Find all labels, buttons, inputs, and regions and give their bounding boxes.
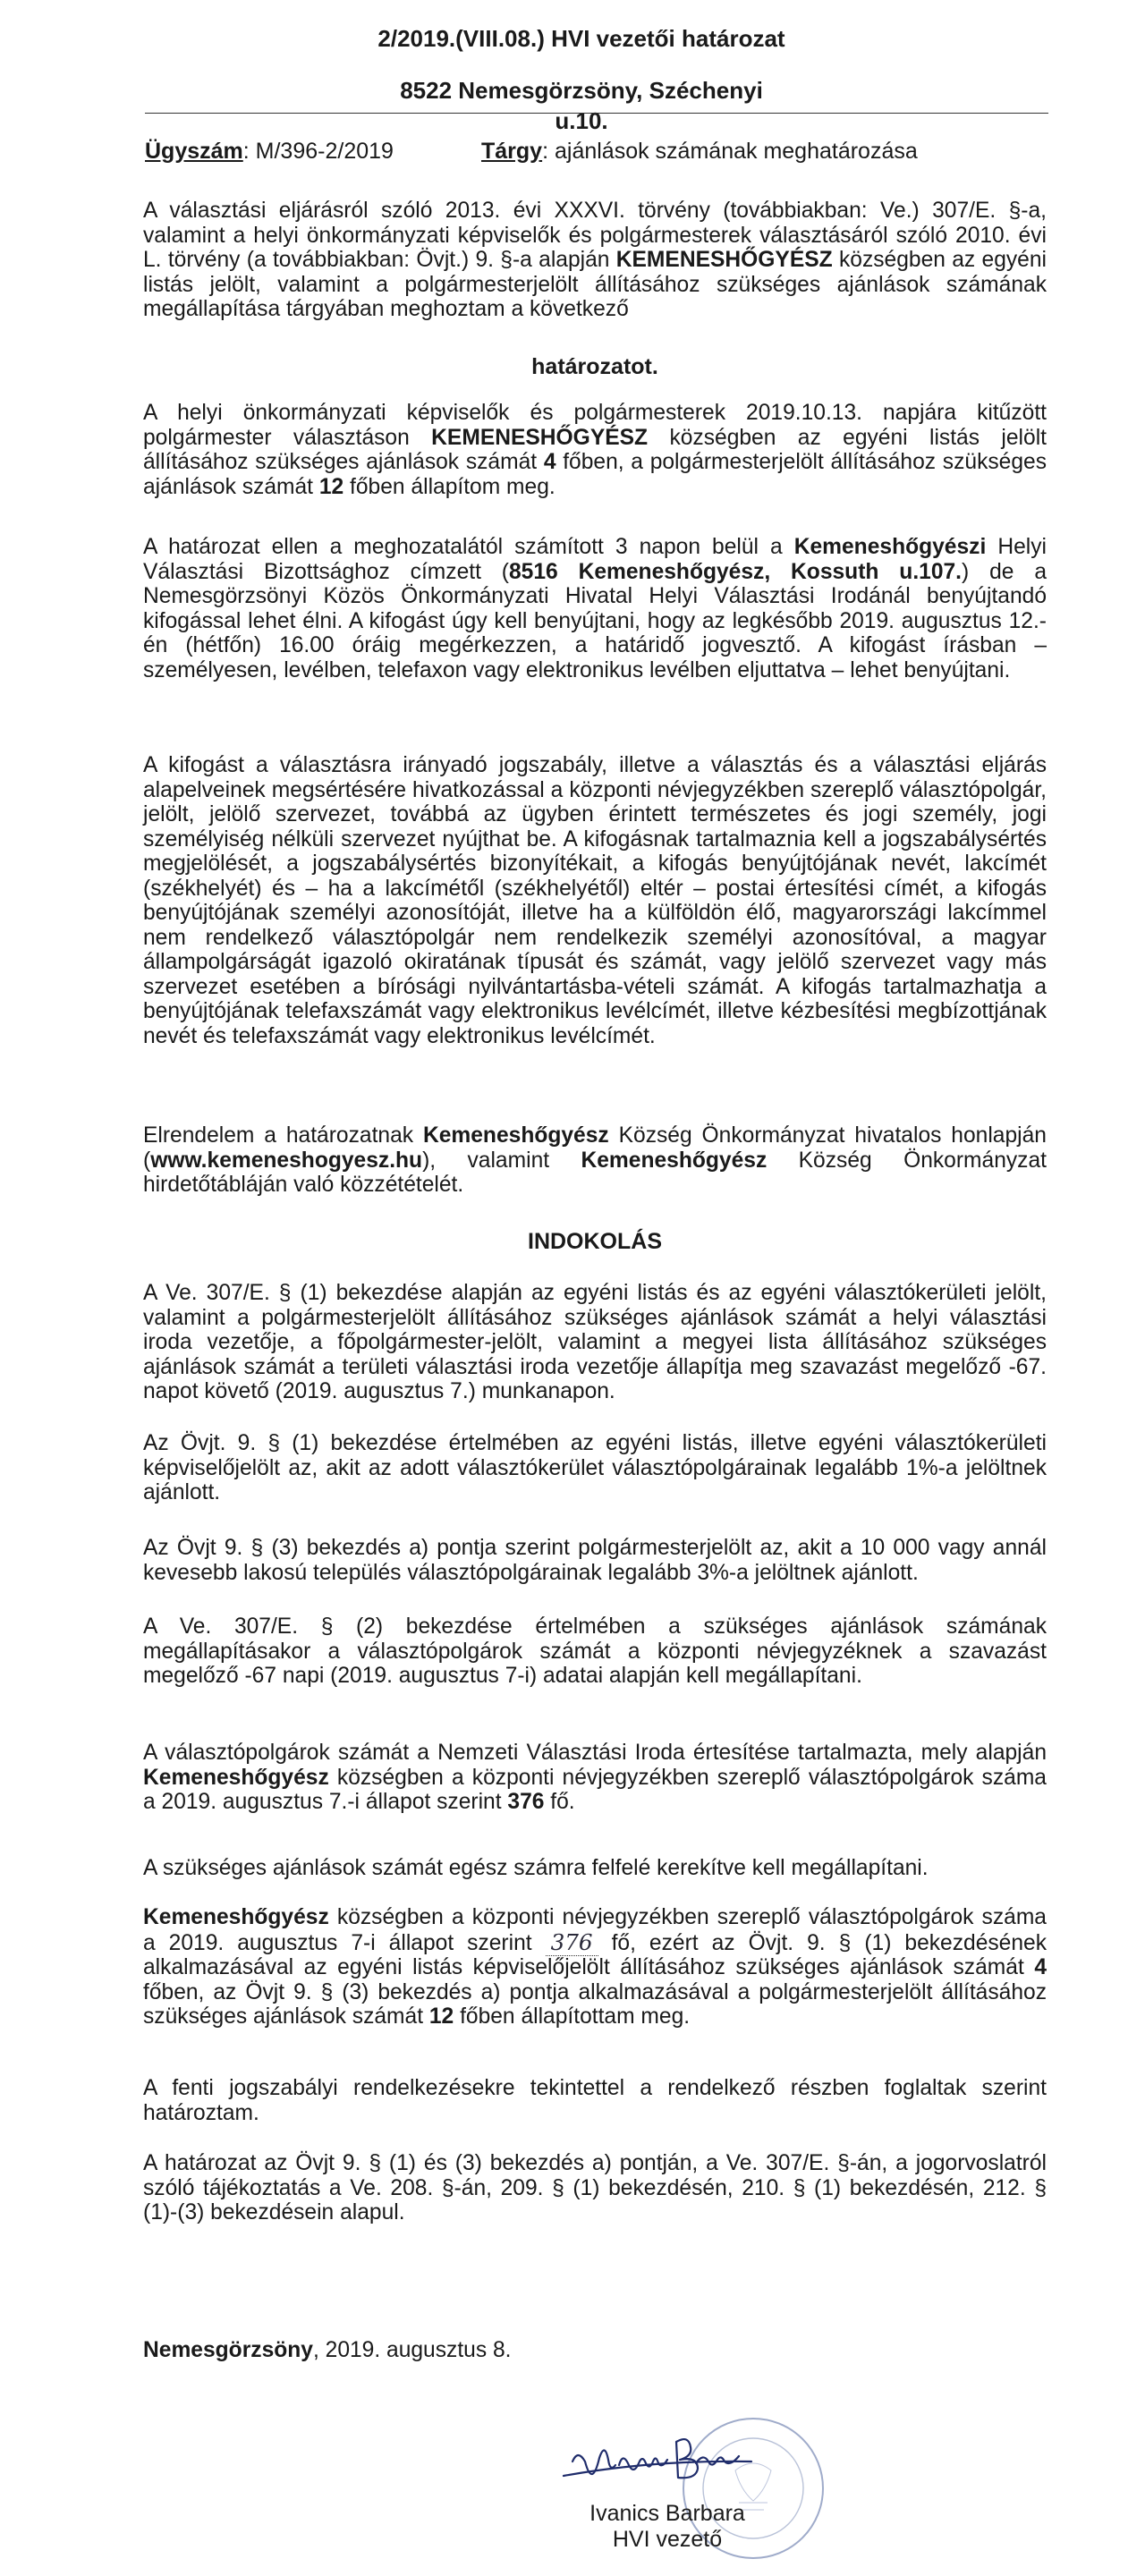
publish-text-1: Elrendelem a határozatnak xyxy=(143,1123,423,1148)
publish-website: www.kemeneshogyesz.hu xyxy=(150,1148,423,1173)
signatory-name: Ivanics Barbara xyxy=(589,2501,745,2526)
subject-label: Tárgy xyxy=(481,139,543,164)
reasoning-paragraph-5 xyxy=(143,1741,1047,1815)
publish-text-4: Község Önkormányzat hirdetőtábláján való közzétételét. xyxy=(143,1148,1047,1197)
decision-list-count: 4 xyxy=(543,450,556,474)
reasoning-paragraph-9: A határozat az Övjt 9. § (1) és (3) bekezdés a) pontján, a Ve. 307/E. §-án, a jogorvoslatról szóló tájékoztatás a Ve. 208. §-án, 209. § (1) bekezdésén, 210. § (1) bekezdésén, 212. § (1)-(3) bekezdésein alapul. xyxy=(143,2151,1047,2224)
appeal-committee: Kemeneshőgyészi xyxy=(793,535,987,559)
reasoning-paragraph-8: A fenti jogszabályi rendelkezésekre tekintettel a rendelkező részben foglaltak szerint határoztam. xyxy=(143,2076,1047,2125)
header-divider xyxy=(145,113,1048,114)
reason5-text-2: községben a központi névjegyzékben szereplő választópolgárok száma a 2019. augusztus 7.-i állapot szerint xyxy=(143,1765,1047,1814)
publish-municipality-1: Kemeneshőgyész xyxy=(422,1123,609,1148)
decision-text-2: községben az egyéni listás jelölt állításához szükséges ajánlások számát xyxy=(143,425,1047,474)
intro-text-2: községben az egyéni listás jelölt, valamint a polgármesterjelölt állításához szükséges ajánlások számának megállapítása tárgyában meghoztam a következő xyxy=(143,248,1047,321)
decision-heading: határozatot. xyxy=(531,354,658,379)
reasoning-paragraph-4: A Ve. 307/E. § (2) bekezdése értelmében a szükséges ajánlások számának megállapításakor a választópolgárok számát a központi névjegyzéknek a szavazást megelőző -67 napi (2019. augusztus 7-i) adatai alapján kell megállapítani. xyxy=(143,1614,1047,1688)
objection-paragraph: A kifogást a választásra irányadó jogszabály, illetve a választás és a választási eljárás alapelveinek megsértésére hivatkozással a központi névjegyzékben szereplő választópolgár, jelölt, jelölő szervezet, továbbá az ügyben érintett természetes és jogi személy, jogi személyiség nélküli szervezet nyújthat be. A kifogásnak tartalmaznia kell a jogszabálysértés megjelölését, a jogszabálysértés bizonyítékait, a kifogás benyújtójának nevét, lakcímét (székhelyét) és – ha a lakcímétől (székhelyétől) eltér – postai értesítési címét, a kifogás benyújtójának személyi azonosítóját, illetve ha a külföldön élő, magyarországi lakcímmel nem rendelkező választópolgár nem rendelkezik személyi azonosítóval, a magyar állampolgárságát igazoló okiratának típusát és számát, vagy jelölő szervezet vagy más szervezet esetében a bírósági nyilvántartásba-vételi számát. A kifogás tartalmazhatja a benyújtójának telefaxszámát vagy elektronikus levélcímét, illetve kézbesítési megbízottjának nevét és telefaxszámát vagy elektronikus levélcímét. xyxy=(143,753,1047,1048)
handwritten-voter-count: 376 xyxy=(546,1929,598,1956)
reason5-text-1: A választópolgárok számát a Nemzeti Választási Iroda értesítése tartalmazta, mely alapján xyxy=(143,1741,1047,1765)
reasoning-paragraph-6: A szükséges ajánlások számát egész számra felfelé kerekítve kell megállapítani. xyxy=(143,1856,929,1880)
reasoning-paragraph-7 xyxy=(143,1905,1047,2029)
decision-title: 2/2019.(VIII.08.) HVI vezetői határozat xyxy=(377,25,785,52)
decision-municipality: KEMENESHŐGYÉSZ xyxy=(431,425,649,450)
appeal-paragraph xyxy=(143,535,1047,682)
reason7-text-1: községben a központi névjegyzékben szereplő választópolgárok száma a 2019. augusztus 7-i állapot szerint xyxy=(143,1905,1047,1955)
case-number-value: : M/396-2/2019 xyxy=(242,139,394,164)
appeal-text-2: Helyi Választási Bizottsághoz címzett ( xyxy=(143,535,1047,584)
reasoning-paragraph-2: Az Övjt. 9. § (1) bekezdése értelmében az egyéni listás, illetve egyéni választókerületi képviselőjelölt az, akit az adott választókerület választópolgárainak legalább 1%-a jelöltnek ajánlott. xyxy=(143,1431,1047,1504)
appeal-text-3: ) de a Nemesgörzsönyi Közös Önkormányzati Hivatal Helyi Választási Irodánál benyújtandó kifogással lehet élni. A kifogást úgy kell benyújtani, hogy az legkésőbb 2019. augusztus 12.- én (hétfőn) 16.00 óráig megérkezzen, a határidő jogvesztő. A kifogást írásban – személyesen, levélben, telefaxon vagy elektronikus levélben eljuttatva – lehet benyújtani. xyxy=(143,559,1047,682)
appeal-address: 8516 Kemeneshőgyész, Kossuth u.107. xyxy=(508,559,963,584)
decision-mayor-count: 12 xyxy=(318,474,344,499)
date-text: , 2019. augusztus 8. xyxy=(312,2338,512,2362)
appeal-text-1: A határozat ellen a meghozatalától számított 3 napon belül a xyxy=(143,535,794,559)
publish-municipality-2: Kemeneshőgyész xyxy=(581,1148,768,1173)
reason7-text-2: fő, ezért az Övjt. 9. § (1) bekezdésének alkalmazásával az egyéni listás képviselőjelölt állításához szükséges ajánlások számát xyxy=(143,1930,1047,1979)
date-line xyxy=(143,2338,1047,2363)
office-address: 8522 Nemesgörzsöny, Széchenyi u.10. xyxy=(400,77,763,134)
reasoning-paragraph-3: Az Övjt 9. § (3) bekezdés a) pontja szerint polgármesterjelölt az, akit a 10 000 vagy annál kevesebb lakosú település választópolgárainak legalább 3%-a jelöltnek ajánlott. xyxy=(143,1536,1047,1585)
publication-paragraph xyxy=(143,1123,1047,1198)
decision-text-1: A helyi önkormányzati képviselők és polgármesterek 2019.10.13. napjára kitűzött polgármester választáson xyxy=(143,401,1047,450)
intro-text-1: A választási eljárásról szóló 2013. évi XXXVI. törvény (továbbiakban: Ve.) 307/E. §-a, valamint a helyi önkormányzati képviselők és polgármesterek választásáról szóló 2010. évi L. törvény (a továbbiakban: Övjt.) 9. §-a alapján xyxy=(143,199,1047,272)
publish-text-2: Község Önkormányzat hivatalos honlapján ( xyxy=(143,1123,1047,1173)
decision-text-4: főben állapítom meg. xyxy=(344,474,556,499)
reason7-list-count: 4 xyxy=(1034,1955,1047,1979)
intro-paragraph xyxy=(143,199,1047,322)
reasoning-heading: INDOKOLÁS xyxy=(528,1229,662,1254)
reason5-text-3: fő. xyxy=(544,1790,575,1814)
reason7-municipality: Kemeneshőgyész xyxy=(143,1905,329,1929)
handwritten-signature xyxy=(564,2439,751,2478)
reason5-voter-count: 376 xyxy=(507,1790,545,1814)
publish-text-3: ), valamint xyxy=(422,1148,581,1173)
date-place: Nemesgörzsöny xyxy=(143,2338,313,2362)
reason7-mayor-count: 12 xyxy=(428,2004,454,2029)
reason7-text-4: főben állapítottam meg. xyxy=(454,2004,691,2029)
case-number-label: Ügyszám xyxy=(145,139,243,164)
intro-municipality: KEMENESHŐGYÉSZ xyxy=(615,248,833,272)
case-number xyxy=(145,136,394,166)
signatory xyxy=(569,2501,766,2553)
decision-paragraph xyxy=(143,401,1047,499)
subject xyxy=(481,136,918,166)
reason7-text-3: főben, az Övjt 9. § (3) bekezdés a) pontja alkalmazásával a polgármesterjelölt állításához szükséges ajánlások számát xyxy=(143,1979,1047,2029)
signatory-role: HVI vezető xyxy=(612,2527,723,2552)
subject-value: : ajánlások számának meghatározása xyxy=(542,139,918,164)
reason5-municipality: Kemeneshőgyész xyxy=(143,1765,329,1790)
decision-text-3: főben, a polgármesterjelölt állításához szükséges ajánlások számát xyxy=(143,450,1047,499)
reasoning-paragraph-1: A Ve. 307/E. § (1) bekezdése alapján az egyéni listás és az egyéni választókerületi jelölt, valamint a polgármesterjelölt állításához szükséges ajánlások számát a helyi választási iroda vezetője, a főpolgármester-jelölt, valamint a megyei lista állításához szükséges ajánlások számát a területi választási iroda vezetője állapítja meg szavazást megelőző -67. napot követő (2019. augusztus 7.) munkanapon. xyxy=(143,1281,1047,1403)
